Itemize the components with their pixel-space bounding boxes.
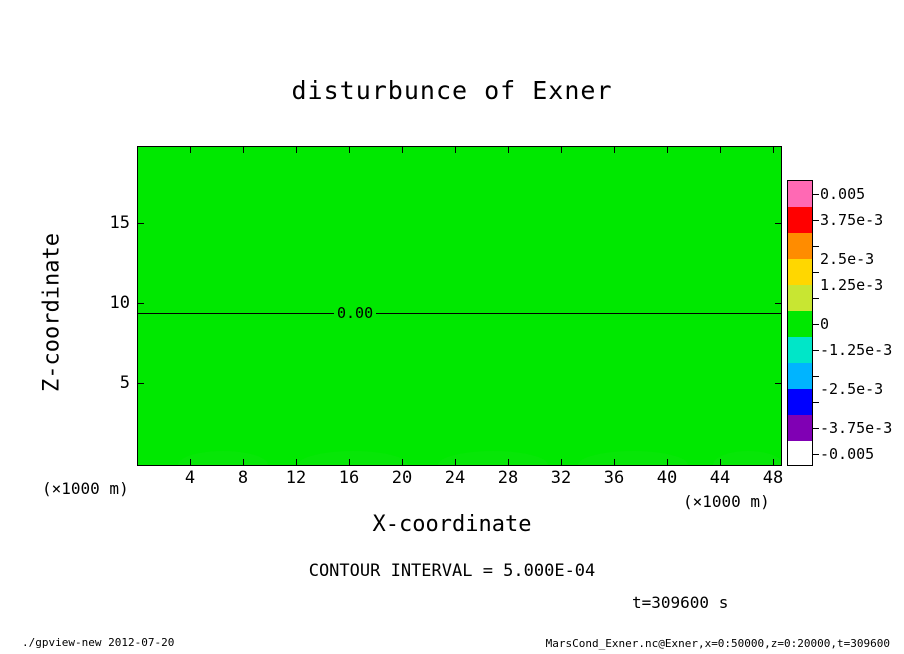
x-tick-bottom [455, 459, 456, 466]
x-tick-bottom [614, 459, 615, 466]
y-tick-left [137, 303, 144, 304]
x-tick-label: 40 [656, 468, 678, 488]
contour-line-zero [138, 313, 781, 314]
x-tick-label: 24 [444, 468, 466, 488]
y-tick-label: 10 [109, 293, 130, 313]
colorbar-label: -1.25e-3 [820, 341, 893, 359]
x-tick-label: 12 [285, 468, 307, 488]
y-axis-title: Z-coordinate [39, 233, 65, 392]
x-tick-top [455, 146, 456, 153]
colorbar-segment [788, 389, 812, 415]
x-tick-top [773, 146, 774, 153]
colorbar-segment [788, 415, 812, 441]
x-tick-top [561, 146, 562, 153]
y-tick-right [775, 303, 782, 304]
chart-title: disturbunce of Exner [291, 76, 613, 105]
x-tick-label: 8 [237, 468, 249, 488]
colorbar-tick [813, 428, 819, 429]
colorbar-label: -0.005 [820, 445, 875, 463]
time-caption: t=309600 s [632, 593, 729, 612]
x-tick-label: 4 [184, 468, 196, 488]
x-tick-bottom [349, 459, 350, 466]
colorbar-segment [788, 337, 812, 363]
colorbar-segment [788, 311, 812, 337]
colorbar-label: 3.75e-3 [820, 211, 884, 229]
x-tick-top [296, 146, 297, 153]
y-axis-unit: (×1000 m) [42, 479, 129, 498]
colorbar-tick [813, 272, 819, 273]
x-tick-label: 20 [391, 468, 413, 488]
x-tick-bottom [402, 459, 403, 466]
colorbar-segment [788, 285, 812, 311]
colorbar-segment [788, 181, 812, 207]
x-tick-bottom [561, 459, 562, 466]
colorbar-label: 0 [820, 315, 830, 333]
colorbar-label: -2.5e-3 [820, 380, 884, 398]
x-tick-top [402, 146, 403, 153]
colorbar-segment [788, 363, 812, 389]
colorbar-label: 1.25e-3 [820, 276, 884, 294]
x-tick-label: 32 [550, 468, 572, 488]
contour-label: 0.00 [334, 304, 376, 322]
x-tick-bottom [296, 459, 297, 466]
x-tick-bottom [667, 459, 668, 466]
colorbar-label: 2.5e-3 [820, 250, 875, 268]
x-tick-bottom [773, 459, 774, 466]
x-tick-bottom [720, 459, 721, 466]
y-tick-right [775, 223, 782, 224]
x-tick-label: 28 [497, 468, 519, 488]
x-tick-label: 36 [603, 468, 625, 488]
colorbar-tick [813, 402, 819, 403]
colorbar-tick [813, 350, 819, 351]
x-tick-label: 16 [338, 468, 360, 488]
footer-right: MarsCond_Exner.nc@Exner,x=0:50000,z=0:20000,t=309600 [545, 637, 890, 650]
contour-interval-caption: CONTOUR INTERVAL = 5.000E-04 [308, 561, 596, 581]
colorbar-segment [788, 233, 812, 259]
x-tick-bottom [243, 459, 244, 466]
x-tick-top [508, 146, 509, 153]
colorbar-tick [813, 454, 819, 455]
colorbar-tick [813, 324, 819, 325]
x-tick-label: 44 [709, 468, 731, 488]
x-axis-unit: (×1000 m) [683, 492, 770, 511]
y-tick-left [137, 223, 144, 224]
colorbar-label: 0.005 [820, 185, 866, 203]
colorbar-tick [813, 376, 819, 377]
colorbar-segment [788, 259, 812, 285]
field-fill [138, 147, 781, 465]
y-tick-right [775, 383, 782, 384]
x-tick-top [190, 146, 191, 153]
colorbar-tick [813, 194, 819, 195]
x-tick-top [720, 146, 721, 153]
x-tick-label: 48 [762, 468, 784, 488]
x-tick-bottom [190, 459, 191, 466]
x-axis-title: X-coordinate [372, 512, 532, 537]
plot-area [137, 146, 782, 466]
x-tick-top [243, 146, 244, 153]
colorbar [787, 180, 813, 466]
y-tick-label: 5 [119, 373, 130, 393]
y-tick-label: 15 [109, 213, 130, 233]
x-tick-top [349, 146, 350, 153]
colorbar-tick [813, 298, 819, 299]
colorbar-label: -3.75e-3 [820, 419, 893, 437]
footer-left: ./gpview-new 2012-07-20 [22, 636, 175, 649]
x-tick-top [667, 146, 668, 153]
x-tick-bottom [508, 459, 509, 466]
colorbar-tick [813, 246, 819, 247]
colorbar-segment [788, 207, 812, 233]
colorbar-tick [813, 220, 819, 221]
y-tick-left [137, 383, 144, 384]
x-tick-top [614, 146, 615, 153]
